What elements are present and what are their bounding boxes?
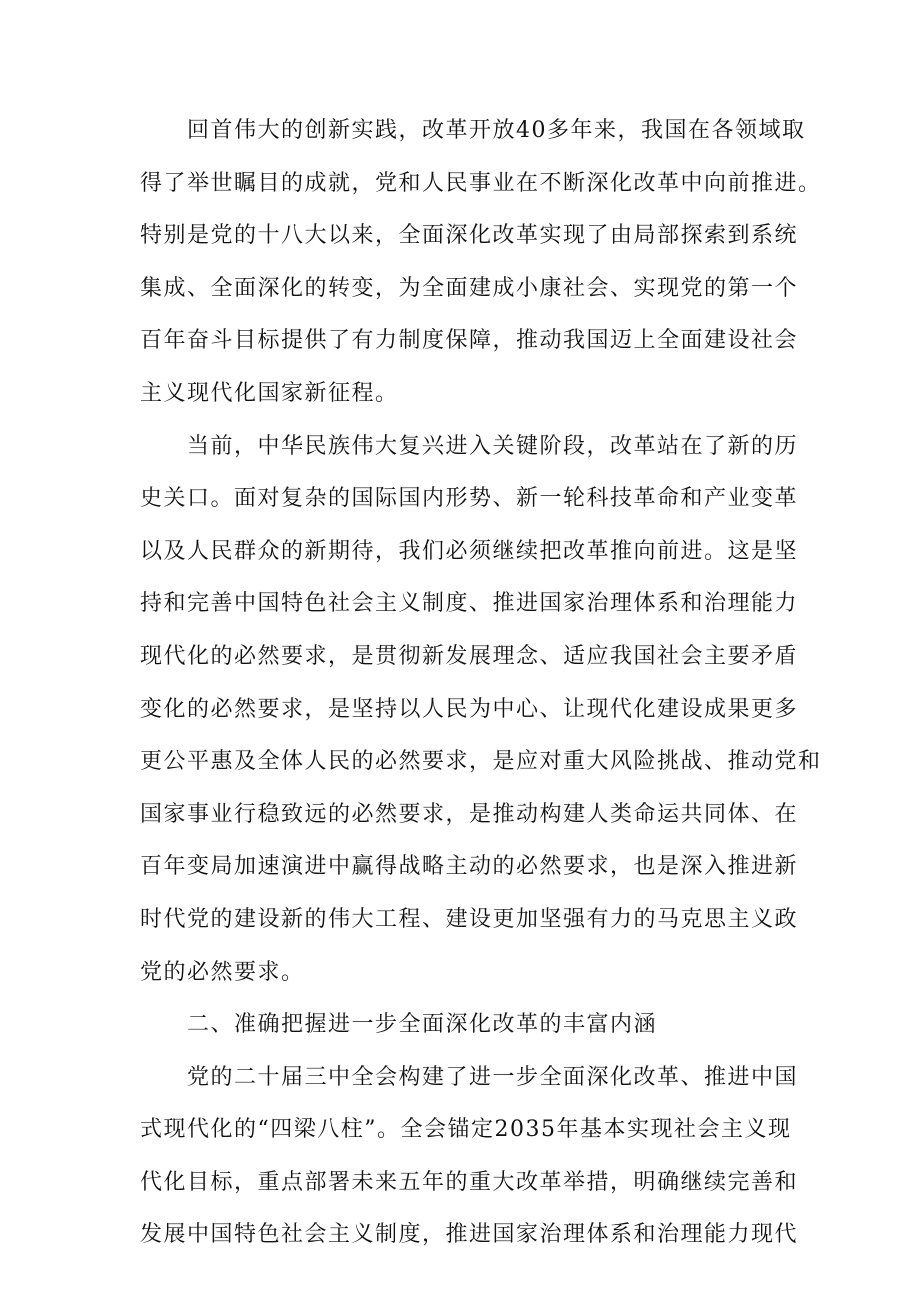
text-line: 时代党的建设新的伟大工程、建设更加坚强有力的马克思主义政	[140, 906, 799, 932]
text-line: 持和完善中国特色社会主义制度、推进国家治理体系和治理能力	[140, 591, 799, 617]
document-body	[140, 105, 822, 1262]
section-heading: 二、准确把握进一步全面深化改革的丰富内涵	[140, 1012, 658, 1038]
text-line: 变化的必然要求，是坚持以人民为中心、让现代化建设成果更多	[140, 696, 799, 722]
text-line: 得了举世瞩目的成就，党和人民事业在不断深化改革中向前推进。	[140, 170, 822, 196]
text-line: 百年变局加速演进中赢得战略主动的必然要求，也是深入推进新	[140, 854, 799, 880]
text-line: 百年奋斗目标提供了有力制度保障，推动我国迈上全面建设社会	[140, 328, 799, 354]
text-line: 当前，中华民族伟大复兴进入关键阶段，改革站在了新的历	[140, 433, 799, 459]
text-line: 特别是党的十八大以来，全面深化改革实现了由局部探索到系统	[140, 223, 799, 249]
text-line: 代化目标，重点部署未来五年的重大改革举措，明确继续完善和	[140, 1169, 799, 1195]
text-line: 以及人民群众的新期待，我们必须继续把改革推向前进。这是坚	[140, 538, 799, 564]
text-line: 主义现代化国家新征程。	[140, 380, 399, 406]
text-line: 国家事业行稳致远的必然要求，是推动构建人类命运共同体、在	[140, 801, 799, 827]
text-line: 现代化的必然要求，是贯彻新发展理念、适应我国社会主要矛盾	[140, 643, 799, 669]
text-line: 回首伟大的创新实践，改革开放40多年来，我国在各领域取	[140, 118, 806, 143]
text-line: 更公平惠及全体人民的必然要求，是应对重大风险挑战、推动党和	[140, 749, 822, 775]
text-line: 式现代化的“四梁八柱”。全会锚定2035年基本实现社会主义现	[140, 1117, 792, 1143]
text-line: 党的二十届三中全会构建了进一步全面深化改革、推进中国	[140, 1064, 799, 1090]
text-line: 发展中国特色社会主义制度，推进国家治理体系和治理能力现代	[140, 1222, 799, 1248]
text-line: 集成、全面深化的转变，为全面建成小康社会、实现党的第一个	[140, 275, 799, 301]
text-line: 党的必然要求。	[140, 959, 305, 985]
text-line: 史关口。面对复杂的国际国内形势、新一轮科技革命和产业变革	[140, 486, 799, 512]
